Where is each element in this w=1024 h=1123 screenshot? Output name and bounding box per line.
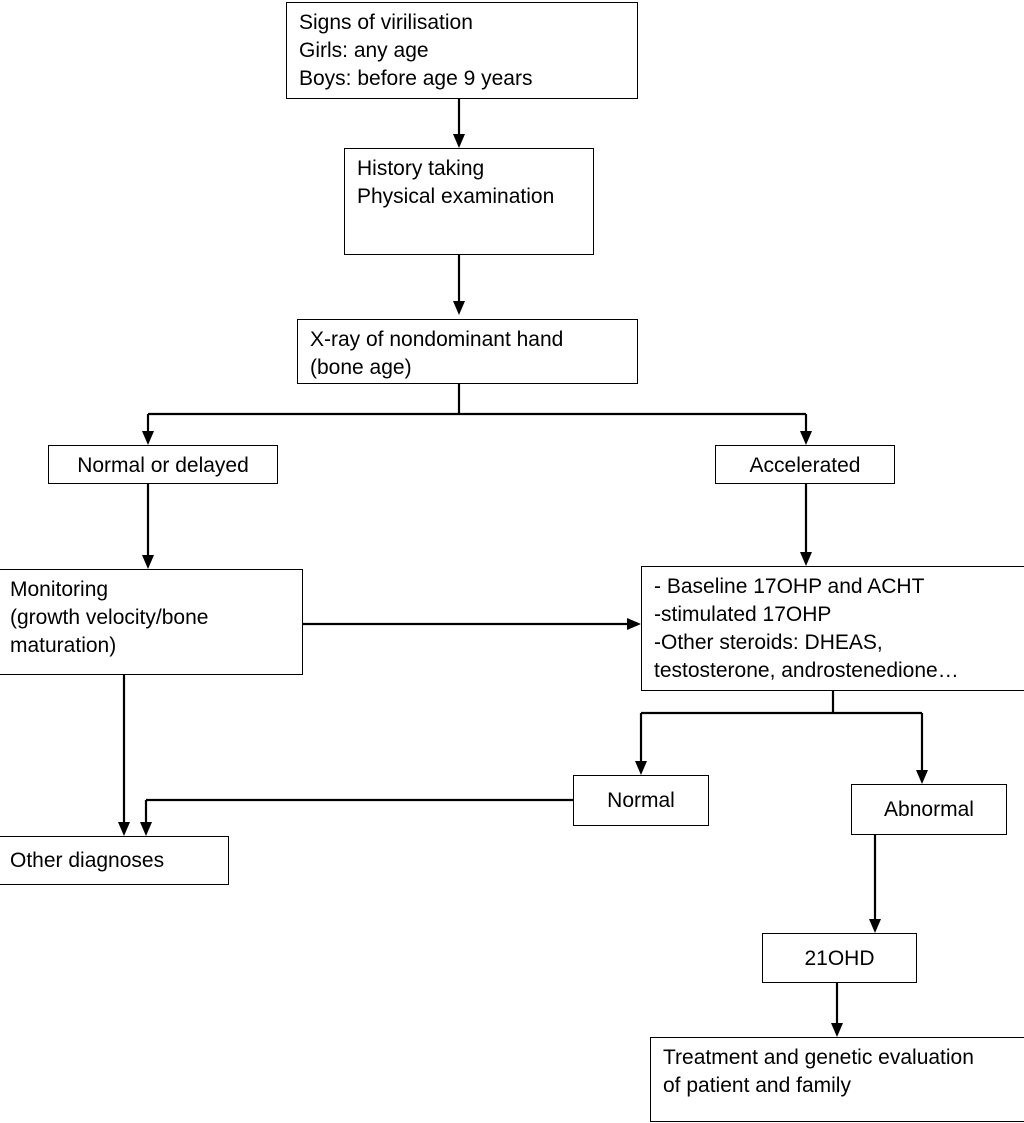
node-signs-of-virilisation: Signs of virilisation Girls: any age Boys: before age 9 years — [286, 2, 638, 99]
node-normal: Normal — [573, 775, 709, 826]
arrowhead-signs-history — [453, 134, 465, 148]
arrowhead-abnormal-21ohd — [869, 919, 881, 933]
node-treatment-genetic-evaluation: Treatment and genetic evaluation of patient and family — [650, 1037, 1024, 1122]
node-xray-bone-age: X-ray of nondominant hand (bone age) — [297, 319, 638, 384]
node-history-taking: History taking Physical examination — [344, 148, 594, 255]
node-monitoring: Monitoring (growth velocity/bone maturation) — [0, 569, 303, 675]
arrowhead-accelerated-labs — [800, 552, 812, 566]
node-lab-workup: - Baseline 17OHP and ACHT -stimulated 17OHP -Other steroids: DHEAS, testosterone, androstenedione… — [641, 566, 1024, 691]
arrowhead-normal-otherdx — [140, 822, 152, 836]
node-other-diagnoses: Other diagnoses — [0, 836, 229, 885]
arrowhead-split-left — [142, 431, 154, 445]
arrowhead-21ohd-treatment — [831, 1023, 843, 1037]
arrowhead-monitoring-otherdx — [118, 822, 130, 836]
arrowhead-history-xray — [453, 301, 465, 315]
node-normal-or-delayed: Normal or delayed — [48, 445, 278, 484]
arrowhead-labs-abnormal — [916, 770, 928, 784]
node-21ohd: 21OHD — [762, 933, 917, 983]
node-accelerated: Accelerated — [715, 445, 895, 484]
arrowhead-normaldelayed-monitoring — [142, 555, 154, 569]
arrowhead-labs-normal — [635, 761, 647, 775]
node-abnormal: Abnormal — [851, 784, 1007, 835]
arrowhead-monitoring-labs — [627, 618, 641, 630]
arrowhead-split-right — [800, 431, 812, 445]
